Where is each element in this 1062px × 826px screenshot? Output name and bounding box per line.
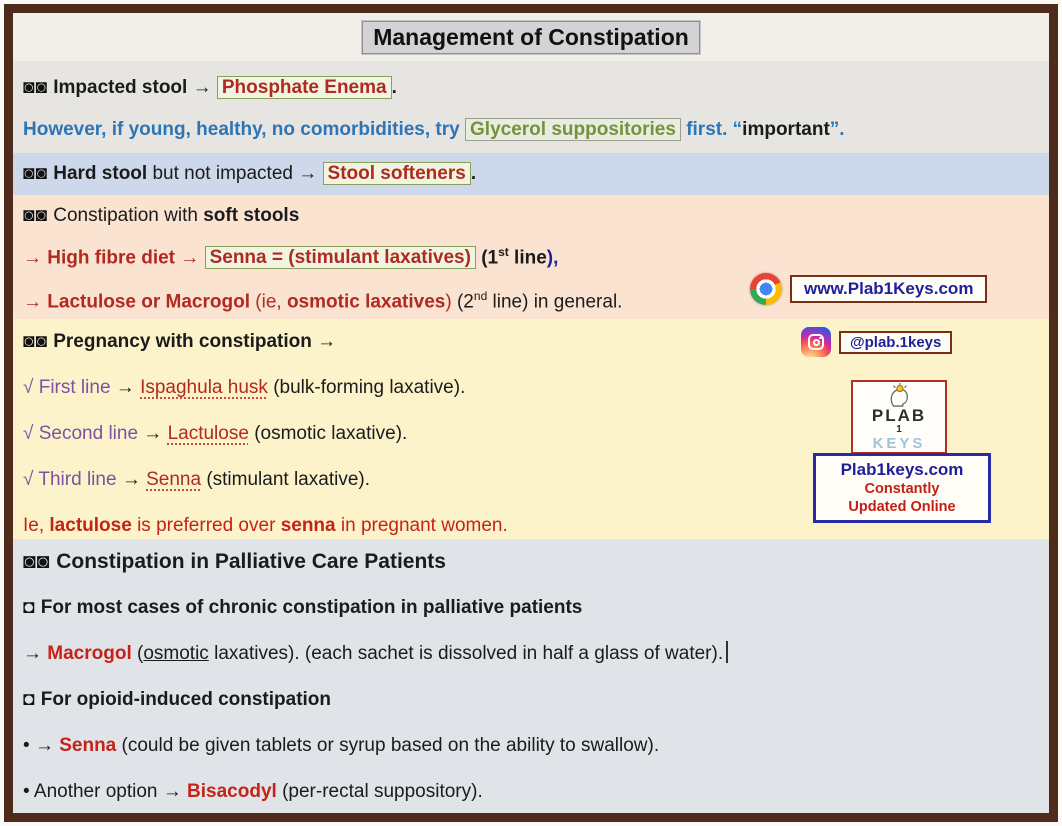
instagram-badge-row [801,327,952,357]
page-frame [4,4,1058,822]
soft-l1-bold: line [508,247,547,269]
hard-label-bold: Hard stool [53,163,148,184]
arrow-icon: → [34,735,54,756]
instagram-handle-link[interactable]: @plab.1keys [839,331,952,354]
plab-keys-logo [851,380,947,454]
arrow-icon: → [23,643,42,664]
arrow-icon: → [162,781,182,802]
arrow-icon: → [115,377,135,398]
website-link[interactable]: www.Plab1Keys.com [790,275,987,303]
palliative-sub1 [23,575,1043,621]
palliative-l1-rest: laxatives). (each sachet is dissolved in half a glass of water). [214,643,724,664]
quote-word: important [742,119,830,140]
soft-l2-close: ) [445,291,452,313]
pregnancy-l1-rest: (bulk-forming laxative). [273,377,466,398]
palliative-macrogol-line [23,621,1043,667]
pregnancy-note-post: in pregnant women. [340,515,508,536]
promo-site-text: Plab1keys.com [840,460,964,479]
section-impacted-stool [13,61,1049,153]
pregnancy-l3-rest: (stimulant laxative). [206,469,370,490]
check-icon: √ [23,423,34,444]
check-icon: √ [23,469,34,490]
arrow-icon: → [180,247,200,269]
square-bullet-icon: ◘ [23,689,36,710]
pregnancy-l2-label: Second line [38,423,139,444]
page-title: Management of Constipation [362,21,700,54]
palliative-macrogol: Macrogol [47,643,132,664]
arrow-icon: → [192,77,212,98]
section-bullet-icon: ◙◙ [23,550,51,573]
arrow-icon: → [143,423,163,444]
palliative-l2-rest: (could be given tablets or syrup based on the ability to swallow). [121,735,660,756]
hard-label-rest: but not impacted [152,163,293,184]
impacted-note-pre: However, if young, healthy, no comorbidities, try [23,119,460,140]
palliative-sub2 [23,667,1043,713]
text-cursor [726,641,728,663]
logo-plab-text: PLAB [871,406,927,425]
soft-senna-box: Senna = (stimulant laxatives) [205,246,476,269]
quote-open: “ [732,119,743,140]
hard-drug: Stool softeners [323,162,471,185]
soft-l1-open: (1 [481,247,499,269]
title-row [13,13,1049,61]
instagram-icon [801,327,831,357]
quote-close: ”. [829,119,845,140]
palliative-senna-line [23,713,1043,759]
palliative-l3-pre: Another option [33,781,158,802]
impacted-label: Impacted stool [53,77,188,98]
section-hard-stool [13,153,1049,195]
check-icon: √ [23,377,34,398]
impacted-note-drug: Glycerol suppositories [465,118,681,141]
impacted-line [23,61,1043,101]
page-content [13,13,1049,813]
square-bullet-icon: ◘ [23,597,36,618]
pregnancy-l2-rest: (osmotic laxative). [254,423,408,444]
website-badge-row [750,273,987,305]
camera-icon [808,334,824,350]
section-bullet-icon: ◙◙ [23,163,48,184]
pregnancy-heading-text: Pregnancy with constipation [53,331,312,352]
soft-l2-sup: nd [473,289,488,304]
impacted-note-post: first. [686,119,728,140]
soft-l2-rest-open: (2 [456,291,474,313]
palliative-l3-rest: (per-rectal suppository). [282,781,483,802]
dot-bullet-icon: • [23,781,30,802]
section-bullet-icon: ◙◙ [23,77,48,98]
arrow-icon: → [23,247,42,269]
pregnancy-note-mid: is preferred over [137,515,276,536]
soft-first-line [23,229,1043,271]
impacted-drug: Phosphate Enema [217,76,392,99]
pregnancy-note-senna: senna [280,515,336,536]
impacted-note-line [23,101,1043,143]
palliative-heading [23,539,1043,575]
hard-stool-line [23,161,476,187]
chrome-icon [750,273,782,305]
palliative-l1-open: ( [137,643,144,664]
dot-bullet-icon: • [23,735,30,756]
soft-l2-drugs: Lactulose or Macrogol [47,291,250,313]
soft-l1-sup: st [498,245,509,259]
pregnancy-l3-drug: Senna [146,469,202,490]
palliative-sub1-text: For most cases of chronic constipation in palliative patients [40,597,583,618]
palliative-osmotic: osmotic [143,643,209,664]
hard-period: . [470,163,477,184]
soft-heading-bold: soft stools [203,205,300,226]
pregnancy-l2-drug: Lactulose [167,423,249,444]
soft-l2-rest: line) in general. [487,291,623,313]
pregnancy-l1-label: First line [38,377,111,398]
palliative-bisacodyl-line [23,759,1043,805]
promo-line2-text: Constantly [864,481,940,497]
arrow-icon: → [121,469,141,490]
arrow-icon: → [298,163,318,184]
soft-highfibre: High fibre diet [47,247,176,269]
palliative-senna: Senna [59,735,117,756]
arrow-icon: → [23,291,42,313]
palliative-bisacodyl: Bisacodyl [187,781,277,802]
arrow-icon: → [317,331,337,352]
section-bullet-icon: ◙◙ [23,331,48,352]
thinking-head-icon [884,383,914,407]
logo-keys-text: KEYS [872,435,926,452]
section-bullet-icon: ◙◙ [23,205,48,226]
soft-heading-pre: Constipation with [53,205,198,226]
pregnancy-note-pre: Ie, [23,515,45,536]
palliative-heading-text: Constipation in Palliative Care Patients [56,550,446,573]
soft-l1-close: ), [546,247,559,269]
promo-box [813,453,991,523]
impacted-period: . [391,77,397,98]
soft-l2-open: (ie, [255,291,282,313]
promo-line3-text: Updated Online [848,499,956,516]
section-palliative [13,539,1049,813]
pregnancy-note-lactulose: lactulose [49,515,132,536]
logo-one-text: 1 [896,424,902,435]
pregnancy-l3-label: Third line [38,469,117,490]
pregnancy-l1-drug: Ispaghula husk [140,377,268,398]
palliative-sub2-text: For opioid-induced constipation [40,689,332,710]
soft-heading [23,195,1043,229]
soft-l2-osmotic: osmotic laxatives [286,291,446,313]
